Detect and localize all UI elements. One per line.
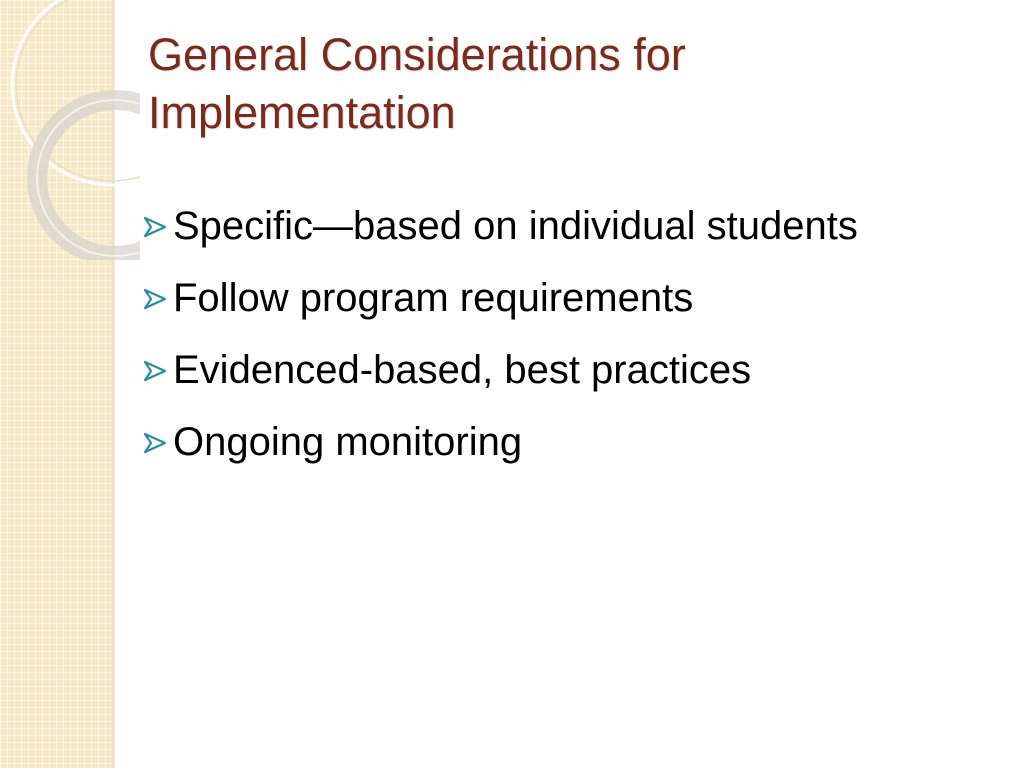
list-item	[140, 340, 960, 400]
list-item	[140, 412, 960, 472]
bullet-text: Follow program requirements	[173, 276, 694, 320]
bullet-text: Evidenced-based, best practices	[173, 348, 752, 392]
arrowhead-bullet-icon	[142, 432, 168, 454]
bullet-text: Specific—based on individual students	[173, 204, 858, 248]
arrowhead-bullet-icon	[142, 360, 168, 382]
arrowhead-bullet-icon	[142, 288, 168, 310]
slide-title: General Considerations for Implementation	[148, 29, 686, 138]
list-item	[140, 268, 960, 328]
list-item	[140, 196, 960, 256]
bullet-list	[140, 196, 960, 484]
bullet-text: Ongoing monitoring	[173, 420, 523, 464]
arrowhead-bullet-icon	[142, 216, 168, 238]
decorative-rings-icon	[0, 0, 140, 260]
